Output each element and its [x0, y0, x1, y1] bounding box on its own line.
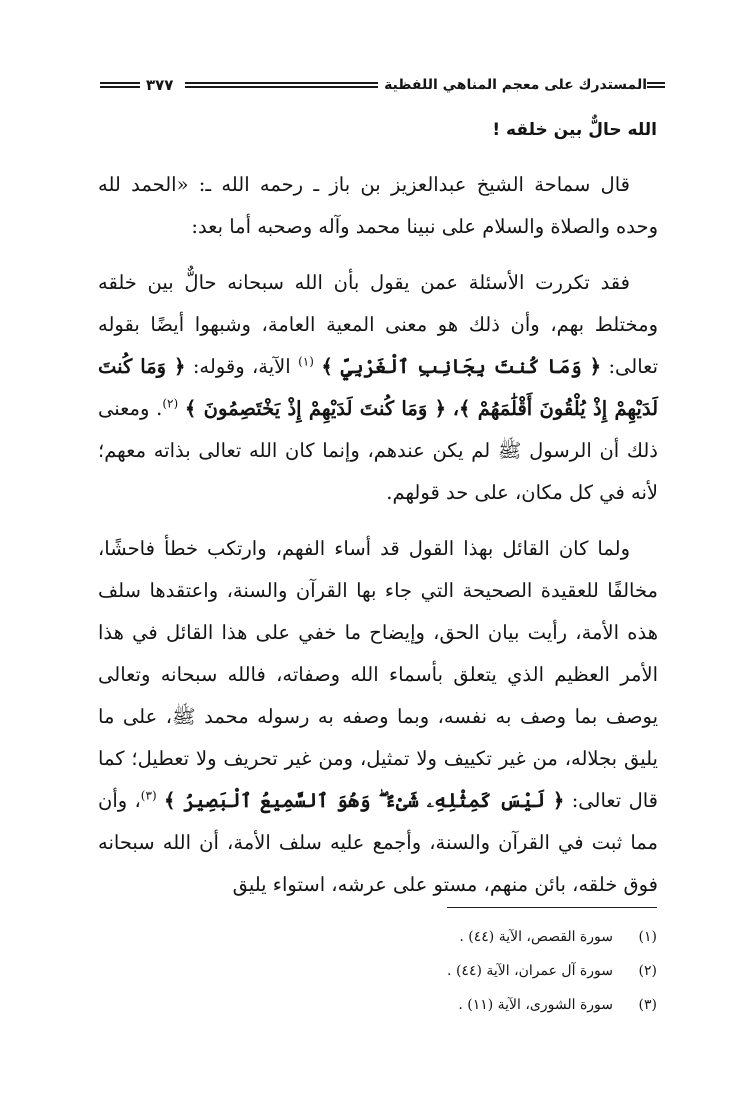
footnote-number: (١)	[638, 929, 657, 945]
footnote-divider	[447, 907, 657, 908]
footnote-ref: (١)	[298, 354, 314, 369]
page-number: ٣٧٧	[146, 76, 174, 94]
footnote-text: سورة الشورى، الآية (١١) .	[458, 997, 613, 1013]
quran-quote: ﴿ وَمَا كُنتَ لَدَيْهِمْ إِذْ يَخْتَصِمُونَ ﴾	[184, 397, 446, 420]
header-title: المستدرك على معجم المناهي اللفظية	[384, 77, 647, 93]
paragraph-text: الآية، وقوله:	[192, 355, 291, 378]
quran-quote: ﴿ لَيْسَ كَمِثْلِهِۦ شَىْءٌ ۖ وَهُوَ ٱلسَّمِيعُ ٱلْبَصِيرُ ﴾	[163, 789, 565, 812]
header-rule-right	[647, 82, 665, 88]
quran-quote: ﴿ وَمَا كُنتَ لَدَيْهِمْ إِذْ يُلْقُونَ أَقْلَٰمَهُمْ ﴾،	[98, 355, 659, 420]
paragraph	[98, 164, 658, 248]
header-rule-left	[100, 82, 140, 88]
paragraph	[98, 528, 658, 906]
footnote-text: سورة القصص، الآية (٤٤) .	[459, 929, 613, 945]
paragraph-text: فقد تكررت الأسئلة عمن يقول بأن الله سبحانه حالٌّ بين خلقه ومختلط بهم، وأن ذلك هو معنى المعية العامة، وشبهوا أيضًا بقوله تعالى:	[98, 271, 658, 378]
footnote-ref: (٣)	[140, 788, 157, 803]
footnote	[97, 920, 657, 954]
paragraph	[98, 262, 658, 514]
header-rule-middle	[185, 82, 378, 88]
footnote-text: سورة آل عمران، الآية (٤٤) .	[447, 963, 613, 979]
paragraph-text: ولما كان القائل بهذا القول قد أساء الفهم، وارتكب خطأ فاحشًا، مخالفًا للعقيدة الصحيحة التي جاء بها القرآن والسنة، واعتقدها سلف هذه الأمة، رأيت بيان الحق، وإيضاح ما خفي على هذا القائل في هذا الأمر العظيم الذي يتعلق بأسماء الله وصفاته، فالله سبحانه وتعالى يوصف بما وصف به نفسه، وبما وصفه به رسوله محمد ﷺ، على ما يليق بجلاله، من غير تكييف ولا تمثيل، ومن غير تحريف ولا تعطيل؛ كما قال تعالى:	[98, 537, 659, 812]
footnote-ref: (٢)	[162, 396, 179, 411]
running-header	[100, 70, 665, 100]
body-text	[98, 164, 658, 920]
footnote	[97, 954, 657, 988]
footnote	[97, 988, 657, 1022]
footnote-number: (٢)	[638, 963, 657, 979]
section-heading: الله حالٌّ بين خلقه !	[492, 120, 657, 140]
paragraph-text: ، وأن مما ثبت في القرآن والسنة، وأجمع عليه سلف الأمة، أن الله سبحانه فوق خلقه، بائن منهم، مستو على عرشه، استواء يليق	[98, 789, 658, 896]
footnote-number: (٣)	[638, 997, 657, 1013]
quran-quote: ﴿ وَمَا كُنتَ بِجَانِبِ ٱلْغَرْبِيِّ ﴾	[321, 355, 602, 378]
footnotes	[97, 920, 657, 1022]
paragraph-text: قال سماحة الشيخ عبدالعزيز بن باز ـ رحمه الله ـ: «الحمد لله وحده والصلاة والسلام على نبينا محمد وآله وصحبه أما بعد:	[98, 173, 658, 238]
paragraph-text: . ومعنى ذلك أن الرسول ﷺ لم يكن عندهم، وإنما كان الله تعالى بذاته معهم؛ لأنه في كل مكان، على حد قولهم.	[98, 397, 658, 504]
